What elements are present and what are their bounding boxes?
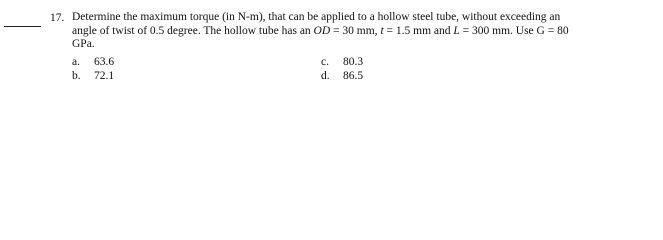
question-stem xyxy=(72,11,657,52)
choice-a-value: 63.6 xyxy=(94,56,115,68)
question-line-2-text-a: angle of twist of 0.5 degree. The hollow tube has an xyxy=(72,24,314,37)
t-symbol: t xyxy=(380,24,384,37)
choice-b-letter: b. xyxy=(72,70,81,82)
choice-d-letter: d. xyxy=(321,70,330,82)
choice-a-letter: a. xyxy=(72,56,80,68)
choice-d[interactable] xyxy=(321,69,363,83)
choice-c-value: 80.3 xyxy=(343,56,364,68)
l-value: = 300 mm. Use G = 80 xyxy=(459,24,569,37)
choice-d-value: 86.5 xyxy=(343,70,364,82)
question-line-3: GPa. xyxy=(72,38,95,50)
answer-blank-line[interactable] xyxy=(4,26,41,27)
question-line-1: Determine the maximum torque (in N-m), that can be applied to a hollow steel tube, without exceeding an xyxy=(72,11,561,23)
choice-b[interactable] xyxy=(72,69,114,83)
od-symbol: OD xyxy=(313,24,331,37)
t-value: = 1.5 mm and xyxy=(383,24,454,37)
question-page xyxy=(0,0,663,90)
question-number: 17. xyxy=(50,12,65,24)
choice-a[interactable] xyxy=(72,55,114,69)
l-symbol: L xyxy=(453,24,460,37)
od-value: = 30 mm, xyxy=(330,24,381,37)
choice-b-value: 72.1 xyxy=(94,70,115,82)
choice-c-letter: c. xyxy=(321,56,329,68)
choice-c[interactable] xyxy=(321,55,363,69)
question-line-2 xyxy=(72,25,657,39)
